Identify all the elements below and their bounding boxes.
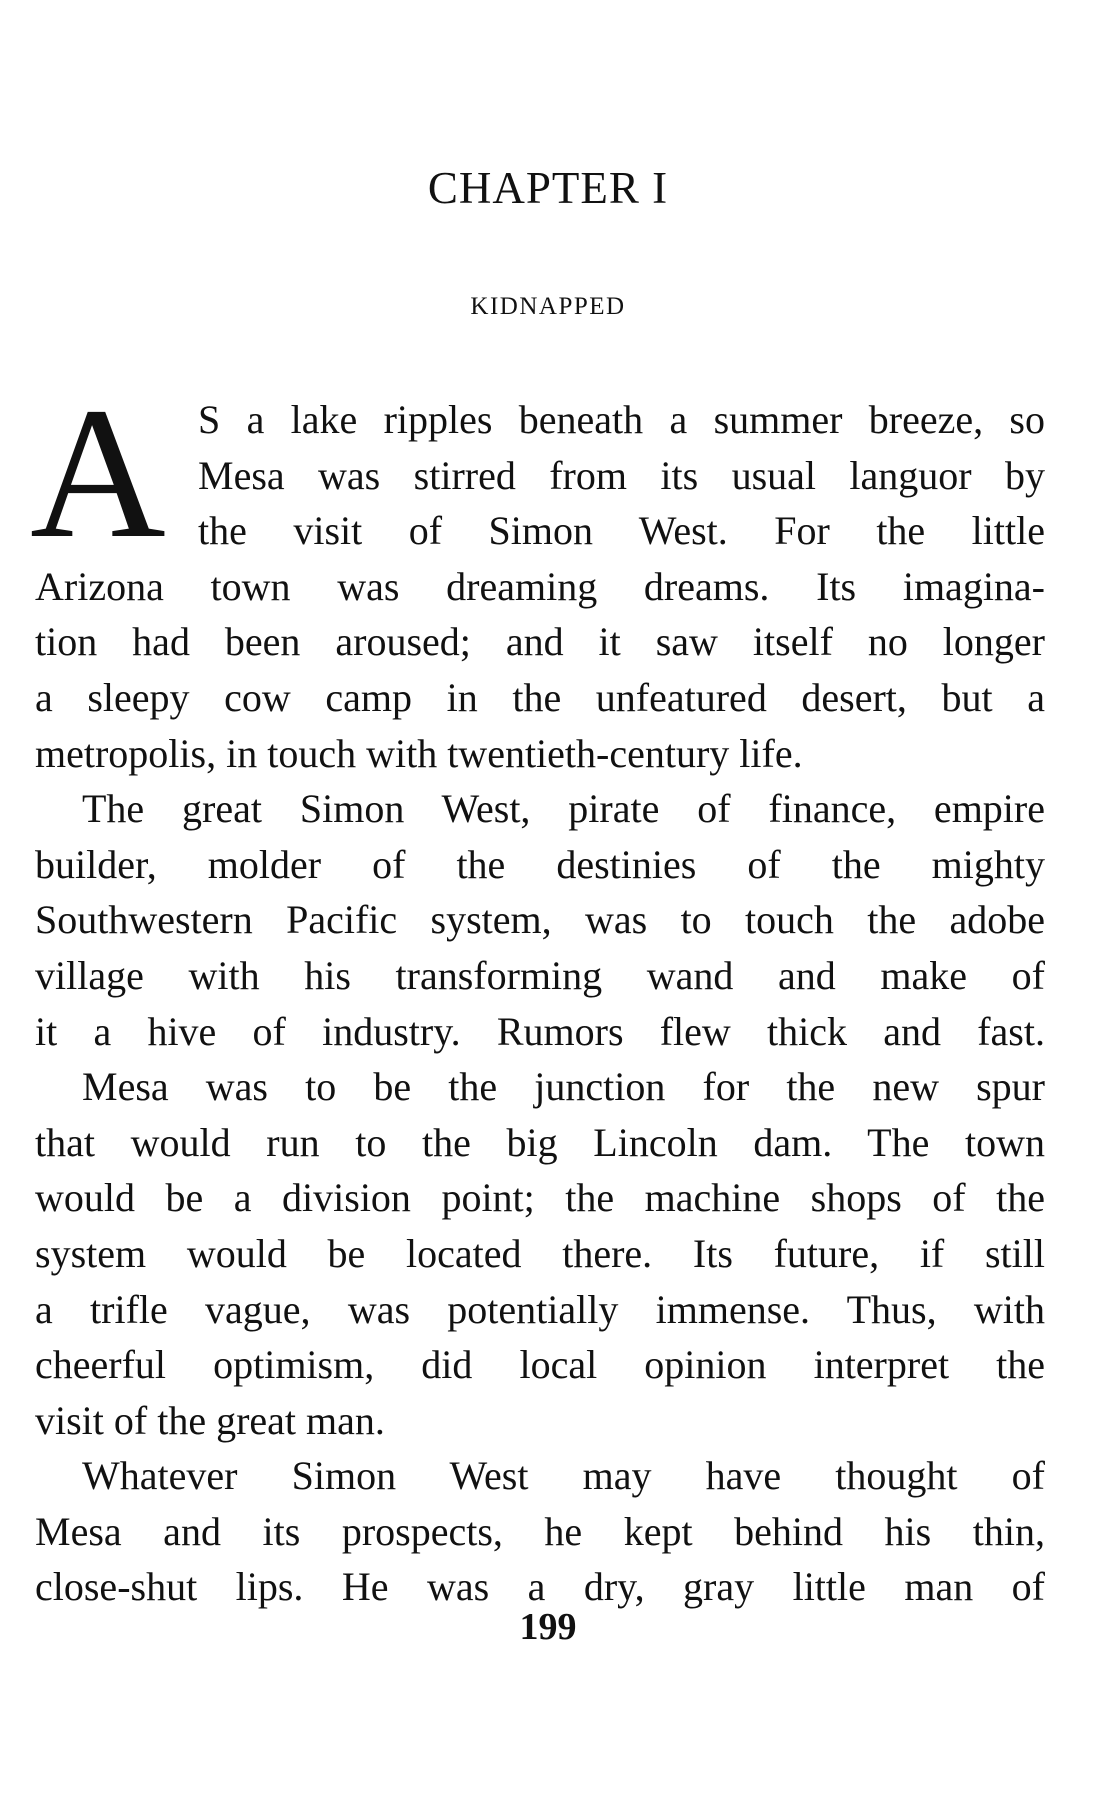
text-line: builder, molder of the destinies of the mighty xyxy=(35,841,1045,887)
body-text xyxy=(35,392,1045,1615)
text-line: that would run to the big Lincoln dam. The town xyxy=(35,1119,1045,1165)
text-line: a sleepy cow camp in the unfeatured desert, but a xyxy=(35,674,1045,720)
text-line: Mesa was to be the junction for the new spur xyxy=(82,1064,1045,1110)
text-line: Whatever Simon West may have thought of xyxy=(82,1453,1045,1499)
text-line: metropolis, in touch with twentieth-century life. xyxy=(35,730,803,776)
text-line: close-shut lips. He was a dry, gray little man of xyxy=(35,1564,1045,1610)
chapter-title: KIDNAPPED xyxy=(470,293,626,320)
page-number: 199 xyxy=(519,1606,577,1648)
text-line: village with his transforming wand and make of xyxy=(35,952,1045,998)
text-line: Southwestern Pacific system, was to touch the adobe xyxy=(35,897,1045,943)
text-line: cheerful optimism, did local opinion interpret the xyxy=(35,1342,1045,1388)
text-line: system would be located there. Its future, if still xyxy=(35,1230,1045,1276)
text-line: Arizona town was dreaming dreams. Its imagina- xyxy=(35,563,1045,609)
text-line: tion had been aroused; and it saw itself no longer xyxy=(35,619,1045,665)
drop-cap: A xyxy=(30,368,166,577)
text-line: The great Simon West, pirate of finance, empire xyxy=(82,786,1045,832)
text-line: Mesa and its prospects, he kept behind his thin, xyxy=(35,1508,1045,1554)
text-line: the visit of Simon West. For the little xyxy=(198,508,1045,554)
text-line: Mesa was stirred from its usual languor by xyxy=(198,452,1045,498)
text-line: S a lake ripples beneath a summer breeze, so xyxy=(198,397,1045,442)
text-line: it a hive of industry. Rumors flew thick and fast. xyxy=(35,1008,1045,1054)
text-line: a trifle vague, was potentially immense. Thus, with xyxy=(35,1286,1045,1332)
text-line: would be a division point; the machine shops of the xyxy=(35,1175,1045,1221)
text-line: visit of the great man. xyxy=(35,1397,385,1443)
chapter-heading: CHAPTER I xyxy=(427,163,669,213)
